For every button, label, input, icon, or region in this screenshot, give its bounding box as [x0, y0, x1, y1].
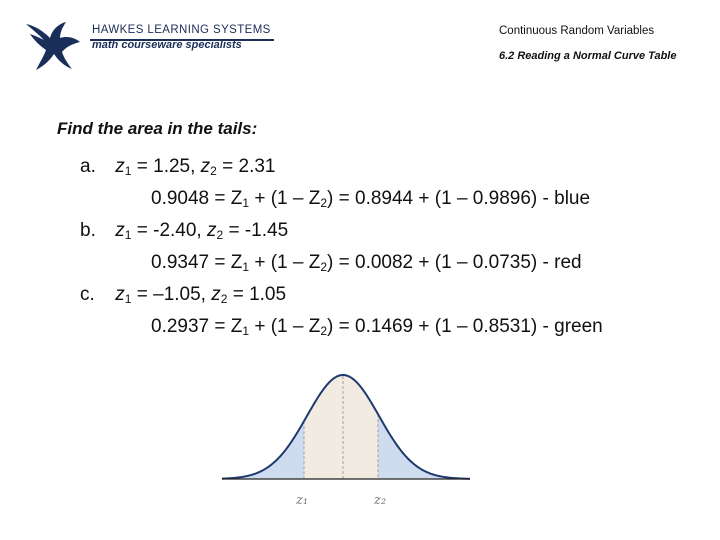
- answer-mid: + (1 – Z: [249, 252, 321, 273]
- subscript: 1: [242, 196, 250, 210]
- problem-letter: b.: [80, 220, 96, 241]
- subscript: 2: [220, 292, 228, 306]
- subscript: 2: [320, 260, 328, 274]
- z-symbol: z: [207, 220, 217, 241]
- section-title: 6.2 Reading a Normal Curve Table: [499, 50, 677, 62]
- problem-letter: c.: [80, 284, 95, 305]
- z1-value: = –1.05,: [136, 284, 206, 305]
- answer-end: ) = 0.8944 + (1 – 0.9896) - blue: [327, 188, 591, 209]
- subscript: 1: [124, 228, 132, 242]
- question-prompt: Find the area in the tails:: [57, 119, 258, 138]
- answer-c: [151, 316, 603, 338]
- subscript: 2: [320, 324, 328, 338]
- subscript: 2: [210, 164, 217, 178]
- answer-start: 0.9347 = Z: [151, 252, 243, 273]
- hawk-logo-icon: [22, 14, 84, 72]
- z-symbol: z: [115, 284, 125, 305]
- z2-value: = 1.05: [232, 284, 287, 305]
- answer-a: [151, 188, 590, 210]
- answer-mid: + (1 – Z: [249, 316, 321, 337]
- z1-value: = 1.25,: [136, 156, 196, 177]
- answer-mid: + (1 – Z: [249, 188, 321, 209]
- z2-label: z₂: [374, 493, 387, 508]
- subscript: 1: [124, 292, 132, 306]
- problem-letter: a.: [80, 156, 96, 177]
- subscript: 2: [320, 196, 328, 210]
- subscript: 1: [124, 164, 132, 178]
- middle-area: [304, 375, 378, 479]
- answer-b: [151, 252, 582, 274]
- z1-value: = -2.40,: [136, 220, 202, 241]
- z-symbol: z: [115, 156, 125, 177]
- normal-curve-figure: [218, 366, 474, 516]
- right-tail-area: [378, 414, 470, 479]
- answer-start: 0.9048 = Z: [151, 188, 243, 209]
- problem-a: [80, 156, 276, 178]
- answer-end: ) = 0.1469 + (1 – 0.8531) - green: [327, 316, 603, 337]
- answer-start: 0.2937 = Z: [151, 316, 243, 337]
- z-symbol: z: [200, 156, 211, 177]
- brand-subtitle: math courseware specialists: [92, 39, 242, 51]
- subscript: 1: [242, 324, 250, 338]
- z1-label: z₁: [296, 493, 309, 508]
- z-symbol: z: [115, 220, 125, 241]
- topic-title: Continuous Random Variables: [499, 25, 655, 37]
- problem-c: [80, 284, 286, 306]
- brand-title: HAWKES LEARNING SYSTEMS: [92, 24, 271, 36]
- z2-value: = 2.31: [222, 156, 276, 177]
- z2-value: = -1.45: [228, 220, 289, 241]
- z-symbol: z: [211, 284, 221, 305]
- problem-b: [80, 220, 288, 242]
- subscript: 1: [242, 260, 250, 274]
- subscript: 2: [216, 228, 224, 242]
- answer-end: ) = 0.0082 + (1 – 0.0735) - red: [327, 252, 582, 273]
